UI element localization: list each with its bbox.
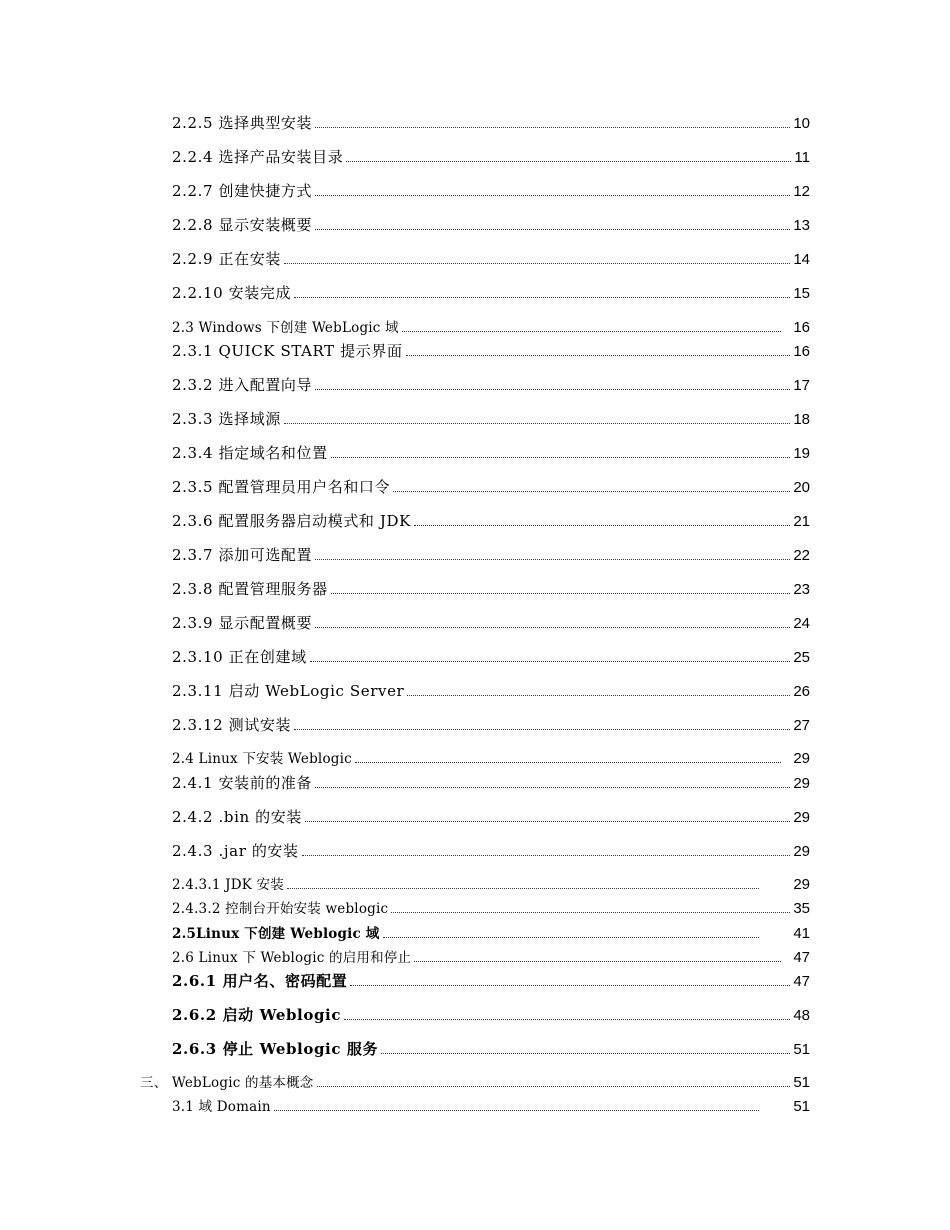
toc-entry[interactable] bbox=[172, 950, 810, 965]
toc-entry-page: 35 bbox=[793, 900, 810, 917]
toc-entry-page: 48 bbox=[793, 1007, 810, 1024]
toc-entry-page: 12 bbox=[793, 183, 810, 200]
toc-entry-title: 2.6 Linux 下 Weblogic 的启用和停止 bbox=[172, 949, 412, 966]
toc-entry-title: 2.3.4 指定域名和位置 bbox=[172, 444, 328, 462]
toc-entry-page: 20 bbox=[793, 479, 810, 496]
toc-entry[interactable] bbox=[172, 616, 810, 631]
dot-leader bbox=[344, 1019, 790, 1020]
toc-entry-page: 22 bbox=[793, 547, 810, 564]
dot-leader bbox=[355, 762, 781, 763]
toc-entry[interactable] bbox=[172, 751, 810, 766]
toc-entry-page: 47 bbox=[793, 973, 810, 990]
toc-entry-title: 2.3.10 正在创建域 bbox=[172, 648, 307, 666]
dot-leader bbox=[315, 787, 790, 788]
dot-leader bbox=[402, 331, 782, 332]
dot-leader bbox=[350, 985, 790, 986]
dot-leader bbox=[310, 661, 791, 662]
toc-entry-page: 47 bbox=[793, 949, 810, 966]
toc-entry[interactable] bbox=[172, 446, 810, 461]
toc-entry-title: 2.2.5 选择典型安装 bbox=[172, 114, 313, 132]
toc-entry[interactable] bbox=[172, 718, 810, 733]
toc-entry[interactable] bbox=[172, 650, 810, 665]
toc-entry-title: 2.2.7 创建快捷方式 bbox=[172, 182, 313, 200]
dot-leader bbox=[331, 593, 791, 594]
toc-entry-title: 2.4.2 .bin 的安装 bbox=[172, 808, 302, 826]
toc-entry-page: 18 bbox=[793, 411, 810, 428]
toc-entry-title: 2.3.1 QUICK START 提示界面 bbox=[172, 342, 403, 360]
toc-entry[interactable] bbox=[172, 1099, 810, 1114]
toc-entry-title: 2.3.3 选择域源 bbox=[172, 410, 281, 428]
dot-leader bbox=[294, 297, 790, 298]
toc-entry[interactable] bbox=[172, 252, 810, 267]
toc-entry-page: 29 bbox=[793, 809, 810, 826]
toc-entry-page: 17 bbox=[793, 377, 810, 394]
toc-entry-page: 51 bbox=[793, 1074, 810, 1091]
toc-entry-page: 16 bbox=[793, 343, 810, 360]
dot-leader bbox=[414, 525, 790, 526]
toc-entry-page: 23 bbox=[793, 581, 810, 598]
toc-entry-page: 29 bbox=[793, 775, 810, 792]
toc-entry-title: 2.6.2 启动 Weblogic bbox=[172, 1006, 342, 1024]
toc-entry-title: 2.4.3 .jar 的安装 bbox=[172, 842, 299, 860]
dot-leader bbox=[407, 695, 790, 696]
toc-entry-page: 51 bbox=[793, 1041, 810, 1058]
toc-entry-title: 2.3.12 测试安装 bbox=[172, 716, 292, 734]
toc-entry[interactable] bbox=[172, 974, 810, 989]
dot-leader bbox=[331, 457, 791, 458]
dot-leader bbox=[393, 491, 790, 492]
toc-entry-title: 3.1 域 Domain bbox=[172, 1098, 271, 1115]
dot-leader bbox=[287, 888, 759, 889]
dot-leader bbox=[317, 1086, 791, 1087]
toc-entry-page: 16 bbox=[793, 319, 810, 336]
dot-leader bbox=[315, 389, 790, 390]
toc-entry-title: 2.4.3.1 JDK 安装 bbox=[172, 876, 284, 893]
dot-leader bbox=[274, 1110, 760, 1111]
toc-entry-page: 51 bbox=[793, 1098, 810, 1115]
dot-leader bbox=[391, 912, 790, 913]
toc-entry[interactable] bbox=[172, 150, 810, 165]
toc-entry-title: 2.3.11 启动 WebLogic Server bbox=[172, 682, 405, 700]
toc-entry-page: 11 bbox=[794, 149, 810, 166]
dot-leader bbox=[315, 559, 790, 560]
toc-entry-title: 三、 WebLogic 的基本概念 bbox=[140, 1074, 314, 1091]
toc-entry[interactable] bbox=[172, 548, 810, 563]
dot-leader bbox=[302, 855, 791, 856]
dot-leader bbox=[381, 1053, 790, 1054]
toc-entry-page: 10 bbox=[793, 115, 810, 132]
toc-entry[interactable] bbox=[172, 116, 810, 131]
toc-entry-title: 2.3.6 配置服务器启动模式和 JDK bbox=[172, 512, 411, 530]
dot-leader bbox=[284, 263, 790, 264]
toc-entry-title: 2.3.5 配置管理员用户名和口令 bbox=[172, 478, 391, 496]
toc-entry-title: 2.3.2 进入配置向导 bbox=[172, 376, 313, 394]
dot-leader bbox=[294, 729, 790, 730]
toc-entry[interactable] bbox=[172, 412, 810, 427]
toc-entry[interactable] bbox=[172, 184, 810, 199]
toc-entry-page: 41 bbox=[793, 925, 810, 942]
toc-entry[interactable] bbox=[172, 926, 810, 941]
toc-entry-page: 21 bbox=[793, 513, 810, 530]
toc-entry-title: 2.4.3.2 控制台开始安装 weblogic bbox=[172, 900, 389, 917]
toc-entry-title: 2.3.7 添加可选配置 bbox=[172, 546, 313, 564]
toc-entry-page: 15 bbox=[793, 285, 810, 302]
dot-leader bbox=[346, 161, 791, 162]
toc-entry-page: 24 bbox=[793, 615, 810, 632]
toc-entry-title: 2.5Linux 下创建 Weblogic 域 bbox=[172, 925, 380, 942]
toc-entry[interactable] bbox=[172, 776, 810, 791]
dot-leader bbox=[414, 961, 781, 962]
toc-entry[interactable] bbox=[172, 514, 810, 529]
toc-entry-page: 13 bbox=[793, 217, 810, 234]
toc-entry[interactable] bbox=[172, 286, 810, 301]
toc-entry[interactable] bbox=[172, 844, 810, 859]
dot-leader bbox=[315, 195, 790, 196]
toc-entry-page: 14 bbox=[793, 251, 810, 268]
toc-entry[interactable] bbox=[172, 684, 810, 699]
toc-entry[interactable] bbox=[172, 320, 810, 335]
dot-leader bbox=[315, 627, 790, 628]
toc-entry-title: 2.3 Windows 下创建 WebLogic 域 bbox=[172, 319, 399, 336]
toc-entry-title: 2.2.8 显示安装概要 bbox=[172, 216, 313, 234]
toc-entry-page: 25 bbox=[793, 649, 810, 666]
toc-entry-page: 19 bbox=[793, 445, 810, 462]
toc-entry-title: 2.3.8 配置管理服务器 bbox=[172, 580, 328, 598]
toc-entry[interactable] bbox=[172, 1008, 810, 1023]
toc-entry[interactable] bbox=[172, 810, 810, 825]
toc-entry-title: 2.4.1 安装前的准备 bbox=[172, 774, 313, 792]
toc-entry-page: 29 bbox=[793, 843, 810, 860]
toc-entry-page: 27 bbox=[793, 717, 810, 734]
dot-leader bbox=[315, 127, 790, 128]
toc-entry[interactable] bbox=[172, 218, 810, 233]
toc-entry-title: 2.6.1 用户名、密码配置 bbox=[172, 972, 348, 990]
toc-entry[interactable] bbox=[172, 1042, 810, 1057]
toc-entry-title: 2.6.3 停止 Weblogic 服务 bbox=[172, 1040, 379, 1058]
toc-entry[interactable] bbox=[172, 901, 810, 916]
toc-chapter-entry[interactable] bbox=[140, 1075, 810, 1090]
toc-entry[interactable] bbox=[172, 582, 810, 597]
toc-entry-page: 26 bbox=[793, 683, 810, 700]
toc-entry-page: 29 bbox=[793, 750, 810, 767]
toc-entry-title: 2.2.9 正在安装 bbox=[172, 250, 281, 268]
toc-entry[interactable] bbox=[172, 344, 810, 359]
dot-leader bbox=[305, 821, 790, 822]
dot-leader bbox=[284, 423, 790, 424]
toc-entry-title: 2.2.4 选择产品安装目录 bbox=[172, 148, 344, 166]
toc-entry[interactable] bbox=[172, 378, 810, 393]
toc-entry-title: 2.4 Linux 下安装 Weblogic bbox=[172, 750, 352, 767]
toc-entry-page: 29 bbox=[793, 876, 810, 893]
dot-leader bbox=[315, 229, 790, 230]
toc-entry-title: 2.2.10 安装完成 bbox=[172, 284, 292, 302]
toc-entry[interactable] bbox=[172, 480, 810, 495]
dot-leader bbox=[406, 355, 791, 356]
toc-entry[interactable] bbox=[172, 877, 810, 892]
toc-entry-title: 2.3.9 显示配置概要 bbox=[172, 614, 313, 632]
dot-leader bbox=[383, 937, 760, 938]
